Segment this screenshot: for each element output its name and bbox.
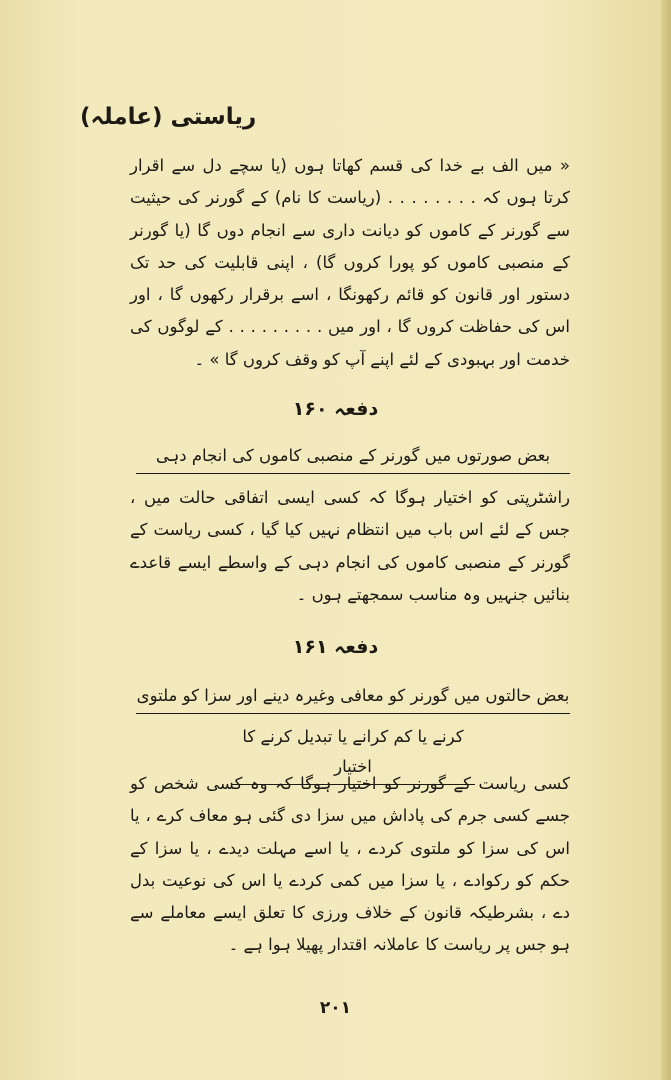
- section-160-title-line: بعض صورتوں میں گورنر کے منصبی کاموں کی انجام دہی: [136, 441, 570, 474]
- section-161-title-line-2: کرنے یا کم کرانے یا تبدیل کرنے کا اختیار: [231, 722, 474, 785]
- section-160-title: [136, 441, 570, 482]
- running-header: ریاستی (عاملہ): [80, 104, 257, 130]
- section-160-body: راشٹرپتی کو اختیار ہوگا کہ کسی ایسی اتفاقی حالت میں ، جس کے لئے اس باب میں انتظام نہیں کیا گیا ، کسی ریاست کے گورنر کے منصبی کاموں کی انجام دہی کے واسطے ایسے قاعدے بنائیں جنہیں وہ مناسب سمجھتے ہوں ۔: [130, 488, 570, 604]
- oath-paragraph: « میں الف بے خدا کی قسم کھاتا ہوں (یا سچے دل سے اقرار کرتا ہوں کہ . . . . . . . . (ریاست کا نام) کے گورنر کی حیثیت سے گورنر کے کاموں کو دیانت داری سے انجام دوں گا (یا گورنر کے منصبی کاموں کو پورا کروں گا) ، اپنی قابلیت کی حد تک دستور اور قانون کو قائم رکھونگا ، اسے برقرار رکھوں گا ، اور اس کی حفاظت کروں گا ، اور میں . . . . . . . . . کے لوگوں کی خدمت اور بہبودی کے لئے اپنے آپ کو وقف کروں گا » ۔: [130, 156, 570, 369]
- page-edge-shadow: [661, 0, 671, 1080]
- section-161-title-line-1: بعض حالتوں میں گورنر کو معافی وغیرہ دینے اور سزا کو ملتوی: [136, 681, 570, 714]
- section-161-heading: دفعہ ۱۶۱: [292, 636, 379, 658]
- page-number: ۲۰۱: [319, 998, 352, 1018]
- section-160-heading: دفعہ ۱۶۰: [292, 398, 379, 420]
- section-161-body: کسی ریاست کے گورنر کو اختیار ہوگا کہ وہ کسی شخص کو جسے کسی جرم کی پاداش میں سزا دی گئی ہو معاف کرے ، یا اس کی سزا کو ملتوی کردے ، یا اسے مہلت دیدے ، یا سزا کے حکم کو رکوادے ، یا سزا میں کمی کردے یا اس کی نوعیت بدل دے ، بشرطیکہ قانون کے خلاف ورزی کا تعلق ایسے معاملے سے ہو جس پر ریاست کا عاملانہ اقتدار پھیلا ہوا ہے ۔: [130, 774, 570, 955]
